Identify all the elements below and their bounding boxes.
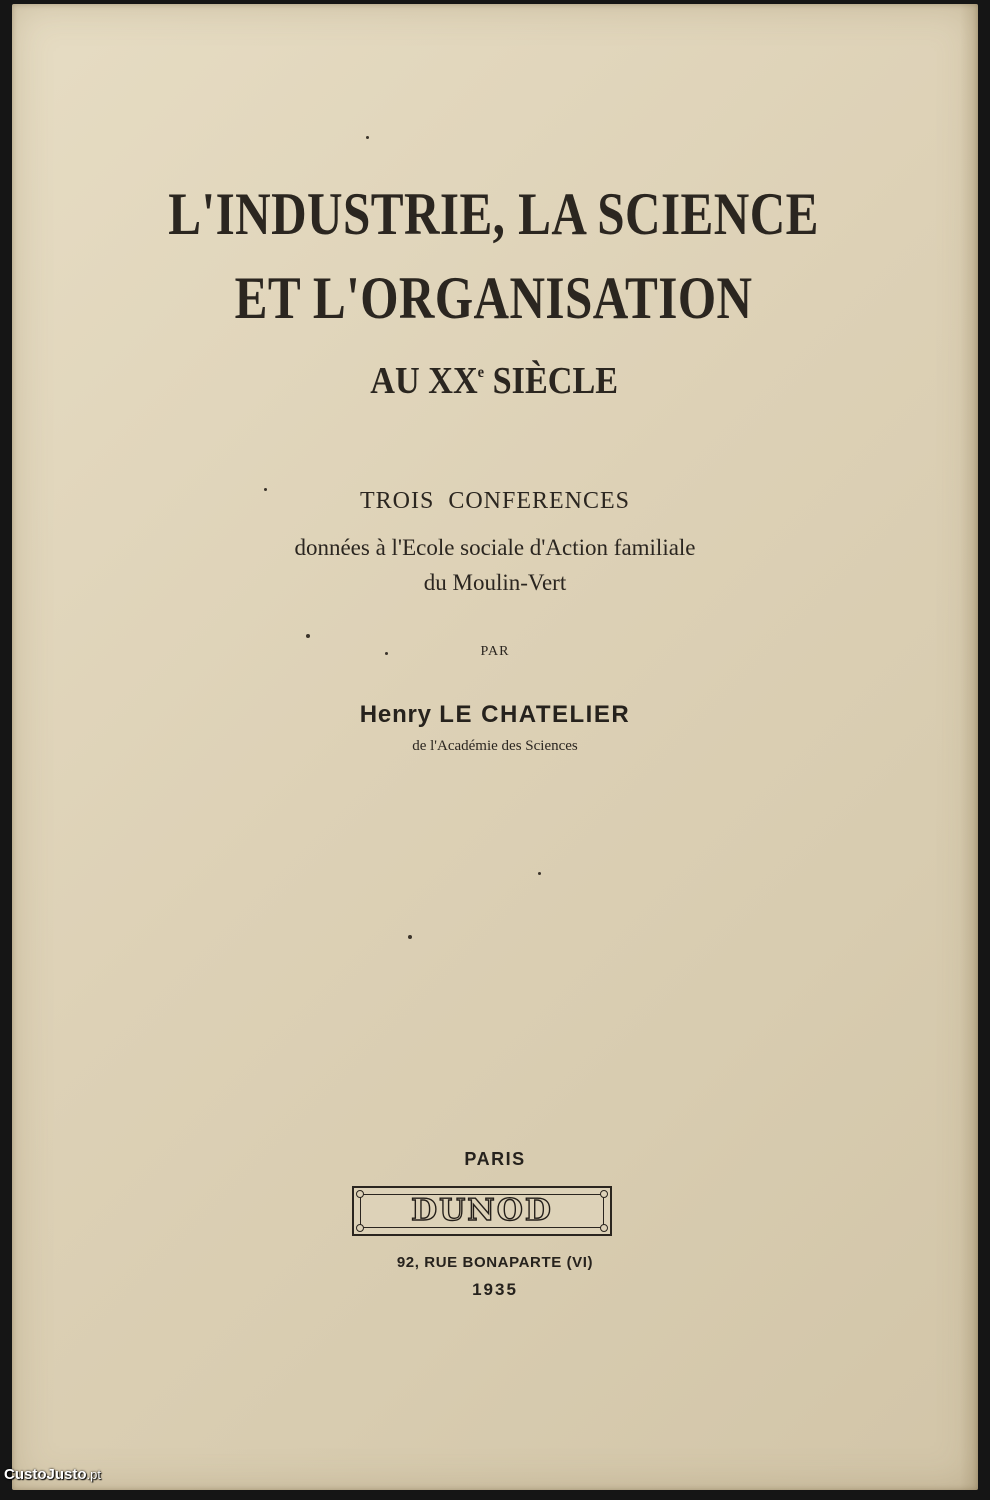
subtitle-line-3: du Moulin-Vert (423, 570, 567, 595)
site-watermark (4, 1466, 101, 1483)
subtitle-word-1: TROIS (359, 488, 435, 514)
author-last-name: LE CHATELIER (439, 701, 631, 728)
publisher-logo-text: DUNOD (411, 1193, 553, 1228)
publisher-city: PARIS (464, 1149, 526, 1169)
paper-speck (538, 872, 541, 875)
title-line-3-main: AU XX (370, 360, 478, 402)
subtitle-line-1 (12, 488, 978, 515)
watermark-tld: .pt (86, 1467, 101, 1482)
watermark-brand: CustoJusto (4, 1466, 87, 1483)
subtitle-line-2: données à l'Ecole sociale d'Action familiale (294, 535, 696, 560)
publication-year: 1935 (472, 1280, 518, 1299)
title-line-3-superscript: e (477, 364, 485, 381)
title-line-2: ET L'ORGANISATION (234, 265, 753, 331)
title-line-3-end: SIÈCLE (484, 360, 619, 402)
subtitle-word-2: CONFERENCES (448, 488, 631, 514)
author-first-name: Henry (359, 701, 432, 728)
title-line-1: L'INDUSTRIE, LA SCIENCE (168, 181, 819, 247)
book-cover (12, 4, 978, 1490)
paper-speck (408, 935, 412, 939)
paper-speck (366, 136, 369, 139)
publisher-address: 92, RUE BONAPARTE (VI) (396, 1254, 594, 1271)
paper-speck (264, 488, 267, 491)
author-affiliation: de l'Académie des Sciences (412, 738, 578, 754)
publisher-logo (352, 1186, 612, 1236)
paper-speck (385, 652, 388, 655)
by-label: PAR (480, 644, 510, 659)
paper-speck (306, 634, 310, 638)
author-name (12, 701, 978, 729)
title-line-3 (60, 359, 929, 403)
